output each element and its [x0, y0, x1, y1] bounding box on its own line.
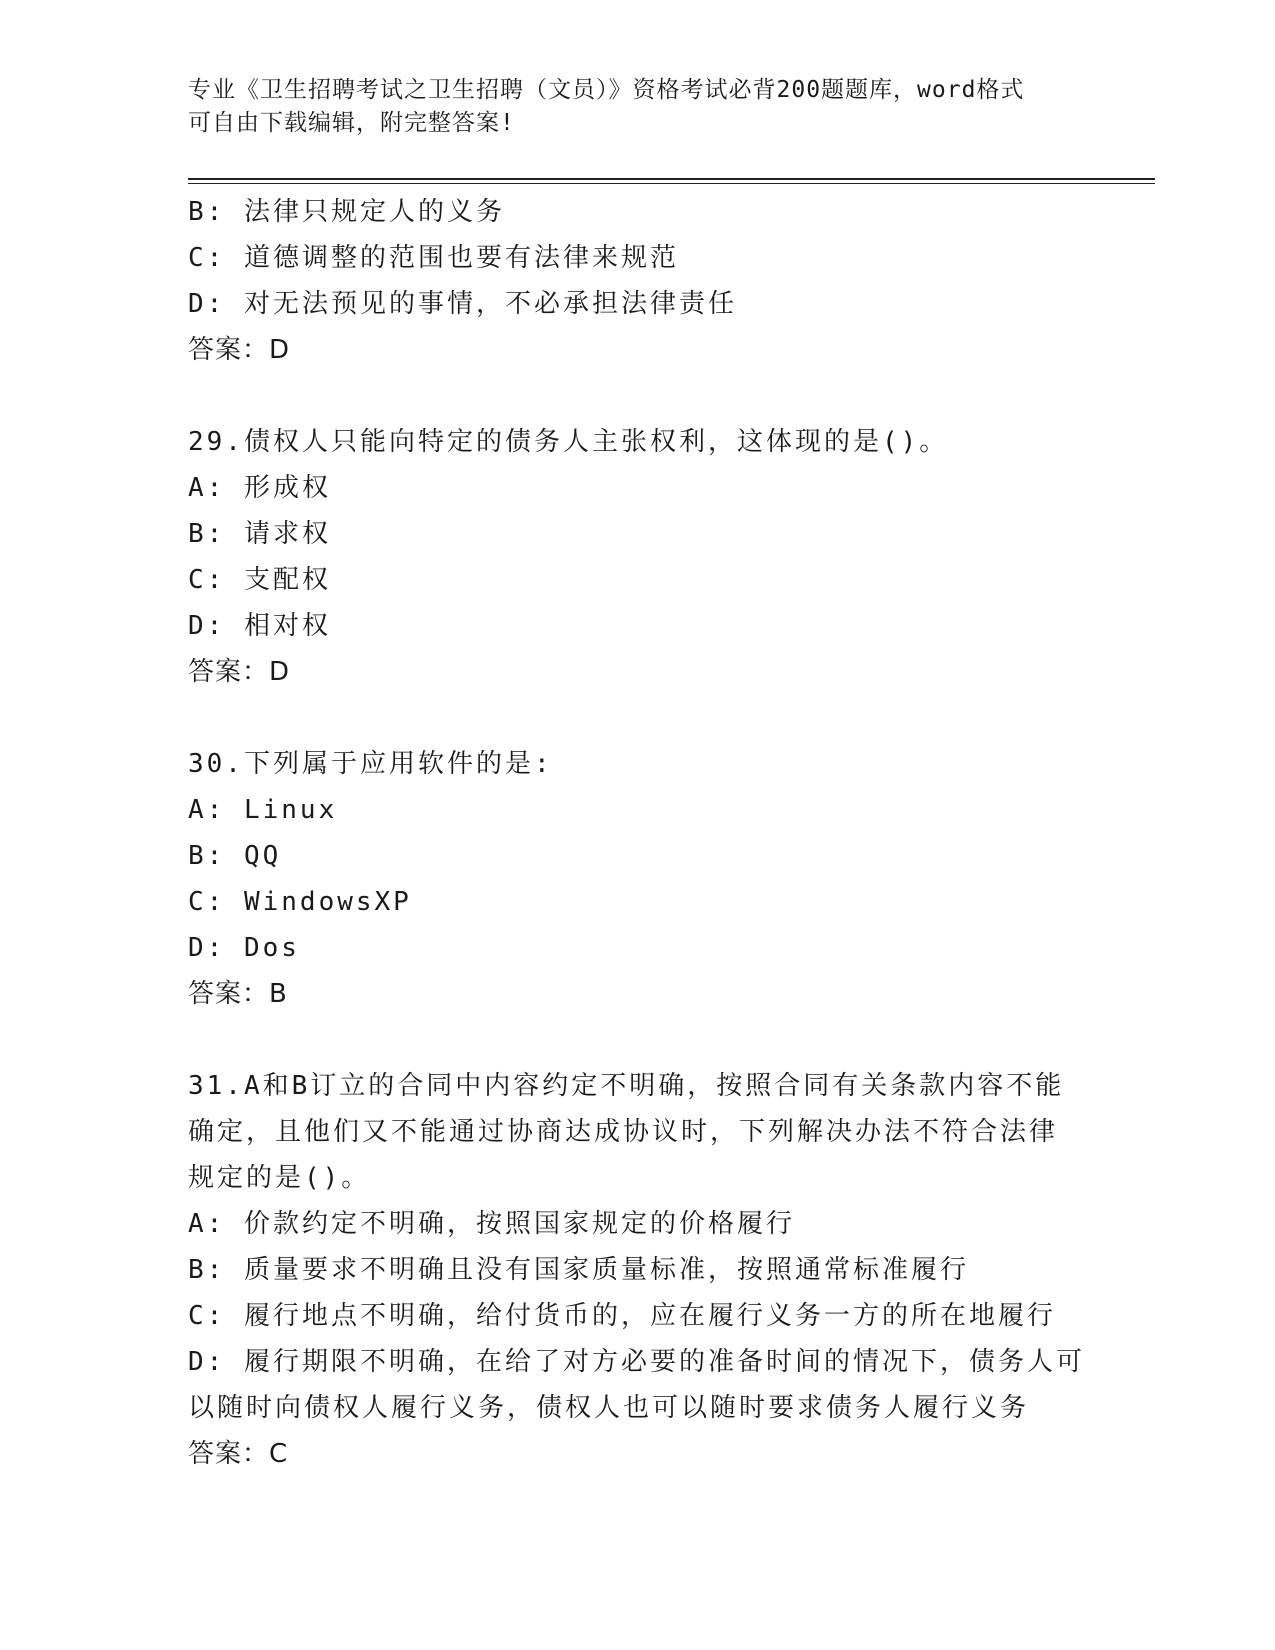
- question-stem-line-1: 31.A和B订立的合同中内容约定不明确，按照合同有关条款内容不能: [188, 1071, 1065, 1101]
- header-line-2: 可自由下载编辑，附完整答案!: [188, 110, 515, 136]
- option-b: B: 质量要求不明确且没有国家质量标准，按照通常标准履行: [188, 1255, 969, 1285]
- header-divider-thin: [188, 183, 1155, 184]
- spacer: [188, 373, 1088, 419]
- option-a: A: 形成权: [188, 473, 331, 503]
- option-d: D: Dos: [188, 933, 300, 963]
- option-b: B: 法律只规定人的义务: [188, 197, 505, 227]
- question-list: [188, 189, 1088, 1477]
- question-stem: 29.债权人只能向特定的债务人主张权利，这体现的是()。: [188, 427, 949, 457]
- question-29: [188, 419, 1088, 695]
- question-stem-line-2: 确定，且他们又不能通过协商达成协议时，下列解决办法不符合法律: [188, 1117, 1059, 1147]
- question-stem: 30.下列属于应用软件的是:: [188, 749, 553, 779]
- answer-line: 答案：D: [188, 657, 291, 687]
- option-c: C: 履行地点不明确，给付货币的，应在履行义务一方的所在地履行: [188, 1301, 1056, 1331]
- option-c: C: WindowsXP: [188, 887, 412, 917]
- answer-line: 答案：D: [188, 335, 291, 365]
- option-a: A: 价款约定不明确，按照国家规定的价格履行: [188, 1209, 795, 1239]
- option-d: D: 对无法预见的事情，不必承担法律责任: [188, 289, 737, 319]
- option-a: A: Linux: [188, 795, 338, 825]
- question-30: [188, 741, 1088, 1017]
- option-d-line-2: 以随时向债权人履行义务，债权人也可以随时要求债务人履行义务: [188, 1393, 1030, 1423]
- answer-line: 答案：B: [188, 979, 288, 1009]
- question-28-continued: [188, 189, 1088, 373]
- answer-line: 答案：C: [188, 1439, 289, 1469]
- question-stem-line-3: 规定的是()。: [188, 1163, 371, 1193]
- header-divider-thick: [188, 178, 1155, 180]
- question-31: [188, 1063, 1088, 1477]
- header-line-1: 专业《卫生招聘考试之卫生招聘（文员）》资格考试必背200题题库，word格式: [188, 77, 1025, 103]
- spacer: [188, 695, 1088, 741]
- option-b: B: 请求权: [188, 519, 331, 549]
- document-header: [188, 74, 1068, 140]
- option-c: C: 支配权: [188, 565, 331, 595]
- option-d: D: 相对权: [188, 611, 331, 641]
- spacer: [188, 1017, 1088, 1063]
- option-d-line-1: D: 履行期限不明确，在给了对方必要的准备时间的情况下，债务人可: [188, 1347, 1085, 1377]
- option-b: B: QQ: [188, 841, 282, 871]
- option-c: C: 道德调整的范围也要有法律来规范: [188, 243, 679, 273]
